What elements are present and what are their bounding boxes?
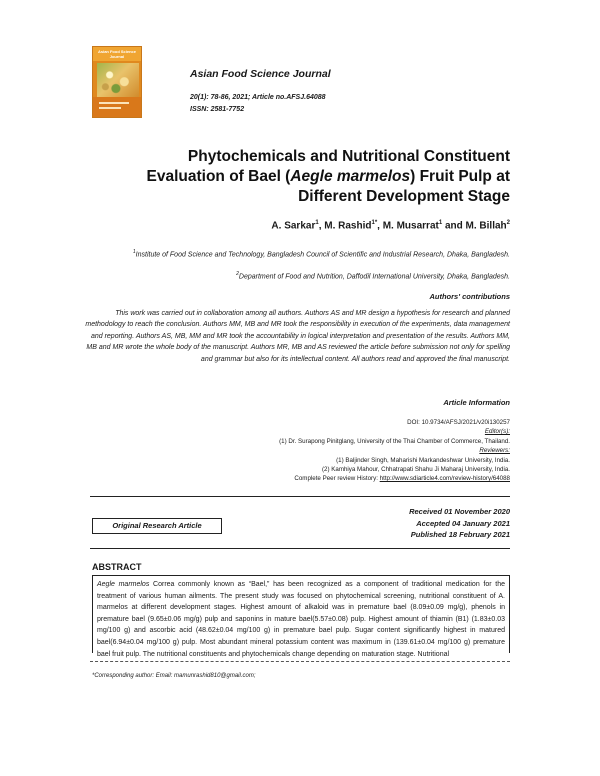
contributions-heading: Authors' contributions: [429, 292, 510, 301]
article-title: Phytochemicals and Nutritional Constituent Evaluation of Bael (Aegle marmelos) Fruit Pulp at Different Development Stage: [146, 148, 510, 205]
editors-label: Editor(s):: [484, 428, 510, 436]
corresponding-author-footnote: *Corresponding author: Email: mamunrashid810@gmail.com;: [92, 673, 256, 679]
author-list: A. Sarkar$^1$, M. Rashid$^{1*}$, M. Musarrat$^1$ and M. Billah$^2$: [271, 220, 510, 232]
affiliation-1: $^1$Institute of Food Science and Technology, Bangladesh Council of Scientific and Industrial Research, Dhaka, Bangladesh.: [132, 249, 510, 259]
footnote-divider: [90, 661, 510, 662]
contributions-text: This work was carried out in collaboration among all authors. Authors AS and MR design a hypothesis for research and planned methodology to reach the conclusion. Authors MM, MB and MR took the responsibility in execution of the experiments, data management and reporting. Authors AS, MB, MM and MR took the accountability in logical interpretation and presentation of the results. Authors MM, MB and MR wrote the whole body of the manuscript. Authors MR, MB and AS reviewed the article before submission not only for spelling and grammar but also for its intellectual content. All authors read and approved the final manuscript.: [85, 310, 510, 363]
abstract-heading: ABSTRACT: [92, 562, 142, 572]
divider: [90, 548, 510, 549]
cover-title: Asian Food Science Journal: [93, 47, 141, 61]
journal-issue: 20(1): 78-86, 2021; Article no.AFSJ.64088: [190, 94, 326, 101]
peer-review-link[interactable]: http://www.sdiarticle4.com/review-history/64088: [379, 475, 510, 483]
article-info-heading: Article Information: [443, 398, 510, 407]
divider: [90, 496, 510, 497]
article-type-badge: Original Research Article: [92, 518, 222, 534]
reviewer-1: (1) Baljinder Singh, Maharishi Markandeshwar University, India.: [336, 456, 510, 464]
abstract-body: Aegle marmelos Correa commonly known as “Bael,” has been recognized as a component of traditional medication for the treatment of various human ailments. The present study was focused on phytochemical screening, nutritional constituent of A. marmelos at different development stages. Highest amount of alkaloid was in premature bael (8.09±0.09 mg/g), phenols in premature bael (9.65±0.06 mg/g) pulp and saponins in mature bael(5.57±0.08) pulp. Highest amount of thiamin (B1) (1.83±0.03 mg/100 g) and ascorbic acid (48.62±0.04 mg/100 g) in premature bael pulp. Sugar content significantly highest in matured bael(6.94±0.04 mg/100 g) pulp. Most abundant mineral potassium content was maximum in (139.61±0.04 mg/100 g) premature bael fruit pulp. The nutritional constituents and phytochemicals change depending on maturation stage. Nutritional: [92, 575, 510, 653]
journal-cover-image: [92, 46, 142, 118]
journal-issn: ISSN: 2581-7752: [190, 106, 245, 113]
publication-dates: Received 01 November 2020 Accepted 04 January 2021 Published 18 February 2021: [409, 507, 510, 539]
reviewer-2: (2) Kamhiya Mahour, Chhatrapati Shahu Ji Maharaj University, India.: [321, 466, 510, 474]
doi[interactable]: DOI: 10.9734/AFSJ/2021/v20i130257: [407, 419, 510, 426]
article-info-block: DOI: 10.9734/AFSJ/2021/v20i130257 Editor(s): (1) Dr. Surapong Pinitglang, University of the Thai Chamber of Commerce, Thailand. Reviewers: (1) Baljinder Singh, Maharishi Markandeshwar University, India. (2) Kamhiya Mahour, Chhatrapati Shahu Ji Maharaj University, India. Complete Peer review History: http://www.sdiarticle4.com/review-history/64088: [130, 418, 510, 484]
editor-1: (1) Dr. Surapong Pinitglang, University of the Thai Chamber of Commerce, Thailand.: [279, 437, 510, 445]
affiliation-2: $^2$Department of Food and Nutrition, Daffodil International University, Dhaka, Bangladesh.: [236, 271, 510, 281]
reviewers-label: Reviewers:: [479, 447, 510, 455]
journal-name: Asian Food Science Journal: [190, 68, 331, 80]
